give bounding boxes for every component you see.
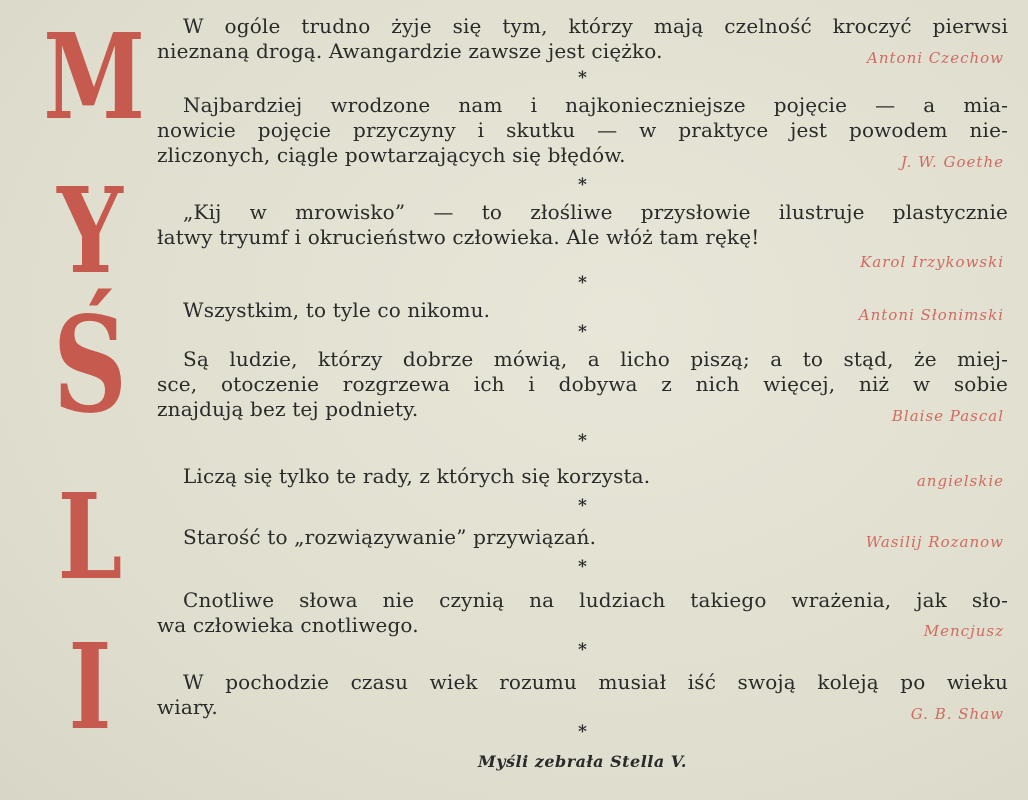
quote-line: Starość to „rozwiązywanie” przywiązań. xyxy=(183,525,597,549)
quote-line: Są ludzie, którzy dobrze mówią, a licho piszą; a to stąd, że miej- xyxy=(183,347,1008,371)
quote-line: Najbardziej wrodzone nam i najkonieczniejsze pojęcie — a mia- xyxy=(183,93,1008,117)
quote-line: sce, otoczenie rozgrzewa ich i dobywa z nich więcej, niż w sobie xyxy=(157,372,1008,396)
quote-block xyxy=(157,670,1008,723)
quote-line: „Kij w mrowisko” — to złośliwe przysłowie ilustruje plastycznie xyxy=(183,200,1008,224)
separator-star: * xyxy=(578,68,587,88)
separator-star: * xyxy=(578,322,587,342)
vertical-title xyxy=(30,0,150,800)
quote-line: łatwy tryumf i okrucieństwo człowieka. Ale włóż tam rękę! xyxy=(157,225,760,249)
separator-star: * xyxy=(578,175,587,195)
title-letter-y: Y xyxy=(57,161,123,300)
separator-star: * xyxy=(578,557,587,577)
separator-star: * xyxy=(578,722,587,742)
quote-line: W ogóle trudno żyje się tym, którzy mają czelność kroczyć pierwsi xyxy=(183,14,1008,38)
separator-star: * xyxy=(578,640,587,660)
separator-star: * xyxy=(578,496,587,516)
quote-author: Blaise Pascal xyxy=(891,407,1004,425)
quote-block xyxy=(157,14,1008,67)
quote-line: znajdują bez tej podniety. xyxy=(157,397,419,421)
quote-author: Karol Irzykowski xyxy=(860,253,1004,271)
quote-author: Antoni Czechow xyxy=(867,49,1004,67)
quote-line: nieznaną drogą. Awangardzie zawsze jest ciężko. xyxy=(157,39,663,63)
quote-author: Wasilij Rozanow xyxy=(865,533,1004,551)
quote-line: wiary. xyxy=(157,695,218,719)
quote-author: J. W. Goethe xyxy=(900,153,1004,171)
title-letter-s-acute: Ś xyxy=(52,288,128,443)
separator-star: * xyxy=(578,431,587,451)
quote-block xyxy=(157,464,1008,489)
quote-block xyxy=(157,93,1008,171)
quote-line: wa człowieka cnotliwego. xyxy=(157,613,419,637)
quote-line: Cnotliwe słowa nie czynią na ludziach takiego wrażenia, jak sło- xyxy=(183,588,1008,612)
quote-line: nowicie pojęcie przyczyny i skutku — w praktyce jest powodem nie- xyxy=(157,118,1008,142)
compiler-credit: Myśli zebrała Stella V. xyxy=(478,752,687,771)
quote-block xyxy=(157,298,1008,323)
quote-author: angielskie xyxy=(916,472,1004,490)
quotes-column xyxy=(157,0,1008,800)
quote-line: W pochodzie czasu wiek rozumu musiał iść swoją koleją po wieku xyxy=(183,670,1008,694)
quote-line: Wszystkim, to tyle co nikomu. xyxy=(183,298,491,322)
title-letter-m: M xyxy=(43,7,146,146)
title-letter-i: I xyxy=(68,617,112,756)
quote-block xyxy=(157,347,1008,425)
quote-author: Antoni Słonimski xyxy=(858,306,1004,324)
quote-line: zliczonych, ciągle powtarzających się błędów. xyxy=(157,143,626,167)
quote-block xyxy=(157,200,1008,271)
quote-block xyxy=(157,588,1008,638)
quote-author: G. B. Shaw xyxy=(910,705,1004,723)
separator-star: * xyxy=(578,273,587,293)
quote-block xyxy=(157,525,1008,550)
title-letter-l: L xyxy=(57,467,123,606)
quote-author: Mencjusz xyxy=(923,622,1004,640)
quote-line: Liczą się tylko te rady, z których się korzysta. xyxy=(183,464,651,488)
